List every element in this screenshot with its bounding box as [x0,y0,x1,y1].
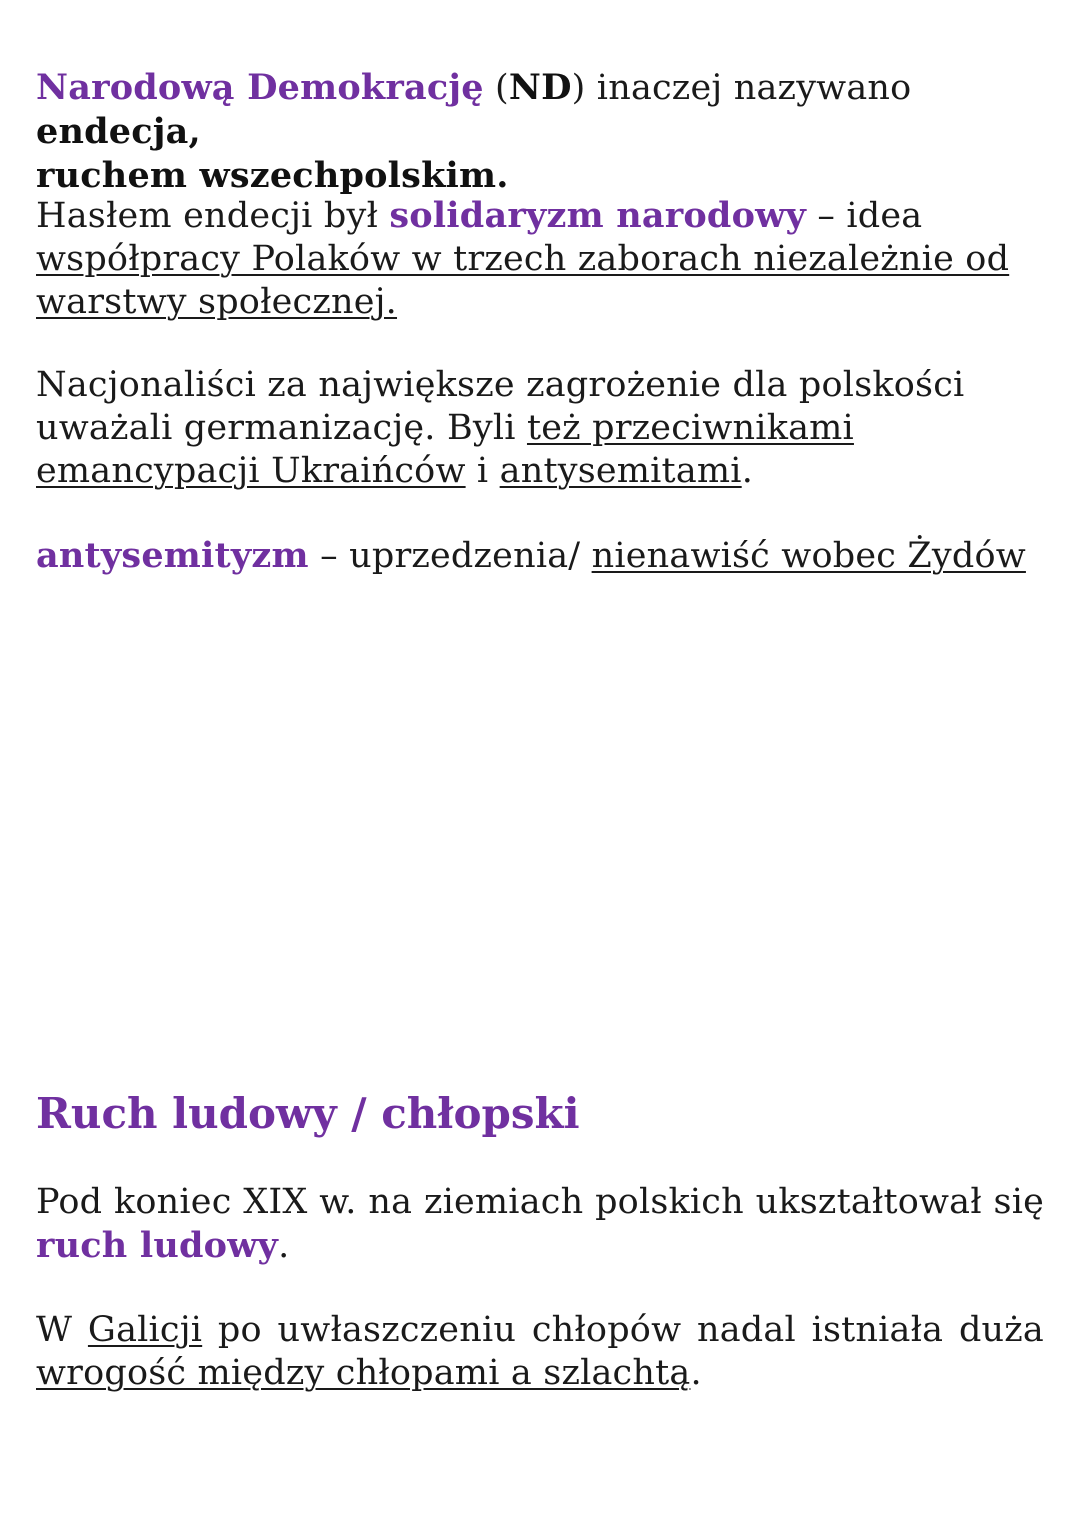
text-period-3: . [690,1353,702,1393]
text-nacjonalisci: Nacjonaliści za największe zagrożenie dla polskości uważali germanizację. Byli [36,365,965,448]
term-narodowa-demokracja: Narodową Demokrację [36,67,484,108]
paragraph-solidaryzm [36,194,1046,324]
text-uprzedzenia: – uprzedzenia/ [308,536,592,576]
paragraph-nd-definition [36,66,1046,198]
term-endecja: endecja, [36,111,201,152]
section-heading-ruch-ludowy: Ruch ludowy / chłopski [36,1089,580,1138]
paragraph-nacjonalisci [36,364,1046,493]
underlined-wrogosc: wrogość między chłopami a szlachtą [36,1353,691,1393]
open-paren: ( [495,68,509,108]
text-po-uwlaszczeniu: po uwłaszczeniu chłopów nadal istniała duża [202,1310,1045,1350]
underlined-galicji: Galicji [87,1310,203,1350]
text-period: . [741,451,754,491]
term-ruch-wszechpolski: ruchem wszechpolskim. [36,155,509,196]
text-pod-koniec: Pod koniec XIX w. na ziemiach polskich ukształtował się [36,1182,1044,1222]
underlined-przeciwnikami: też przeciwnikami emancypacji Ukraińców [36,408,854,491]
paragraph-ruch-ludowy [36,1181,1044,1268]
term-ruch-ludowy: ruch ludowy [36,1225,279,1266]
text-haslem: Hasłem endecji był [36,196,390,236]
text-period-2: . [278,1226,290,1266]
term-antysemityzm: antysemityzm [36,535,309,576]
term-solidaryzm-narodowy: solidaryzm narodowy [389,195,806,236]
underlined-antysemitami: antysemitami [499,451,742,491]
definition-wspolpraca: współpracy Polaków w trzech zaborach niezależnie od warstwy społecznej. [36,239,1010,322]
term-nd-abbr: ND [508,67,572,108]
text-w: W [36,1310,88,1350]
paragraph-galicja [36,1309,1044,1395]
paragraph-antysemityzm [36,534,1026,578]
text-inaczej-nazywano: ) inaczej nazywano [571,68,912,108]
text-i: i [465,451,500,491]
text-dash-idea: – idea [806,196,923,236]
definition-nienawisc: nienawiść wobec Żydów [591,536,1026,576]
